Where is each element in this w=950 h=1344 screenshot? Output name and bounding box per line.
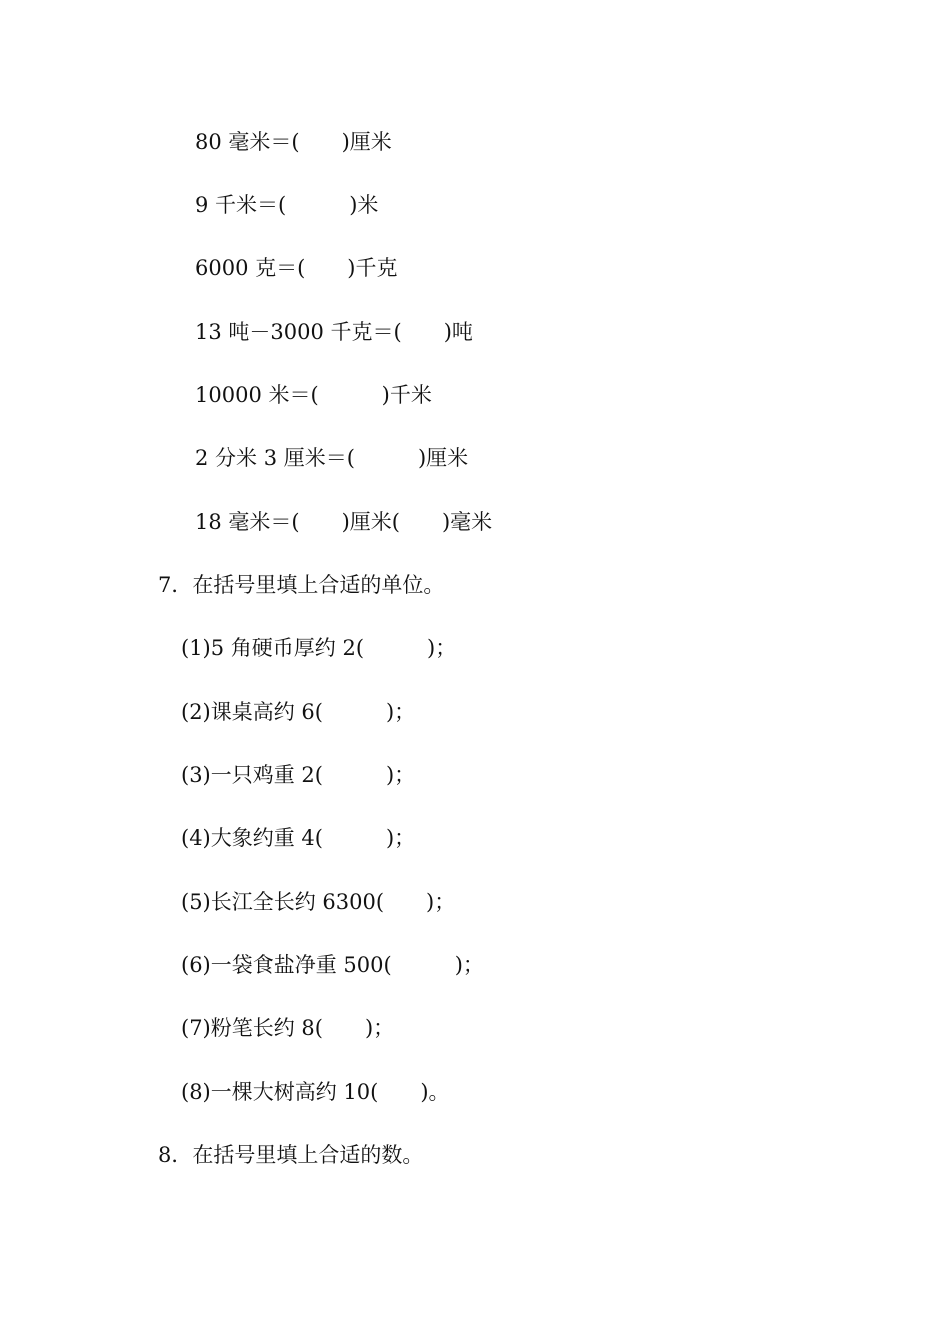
question-7-item-6: (6)一袋食盐净重 500( )； bbox=[181, 953, 484, 977]
conversion-item-1: 80 毫米＝( )厘米 bbox=[195, 130, 392, 154]
question-7-item-1: (1)5 角硬币厚约 2( )； bbox=[181, 636, 457, 660]
question-7-item-8: (8)一棵大树高约 10( )。 bbox=[181, 1080, 450, 1104]
question-7-item-5: (5)长江全长约 6300( )； bbox=[181, 890, 456, 914]
conversion-item-2: 9 千米＝( )米 bbox=[195, 193, 379, 217]
question-7-item-4: (4)大象约重 4( )； bbox=[181, 826, 416, 850]
conversion-item-5: 10000 米＝( )千米 bbox=[195, 383, 432, 407]
question-7-item-2: (2)课桌高约 6( )； bbox=[181, 700, 416, 724]
question-8-title: 8．在括号里填上合适的数。 bbox=[158, 1143, 424, 1167]
question-7-item-3: (3)一只鸡重 2( )； bbox=[181, 763, 416, 787]
conversion-item-6: 2 分米 3 厘米＝( )厘米 bbox=[195, 446, 469, 470]
question-7-item-7: (7)粉笔长约 8( )； bbox=[181, 1016, 395, 1040]
conversion-item-3: 6000 克＝( )千克 bbox=[195, 256, 398, 280]
conversion-item-7: 18 毫米＝( )厘米( )毫米 bbox=[195, 510, 493, 534]
question-7-title: 7．在括号里填上合适的单位。 bbox=[158, 573, 445, 597]
conversion-item-4: 13 吨－3000 千克＝( )吨 bbox=[195, 320, 473, 344]
